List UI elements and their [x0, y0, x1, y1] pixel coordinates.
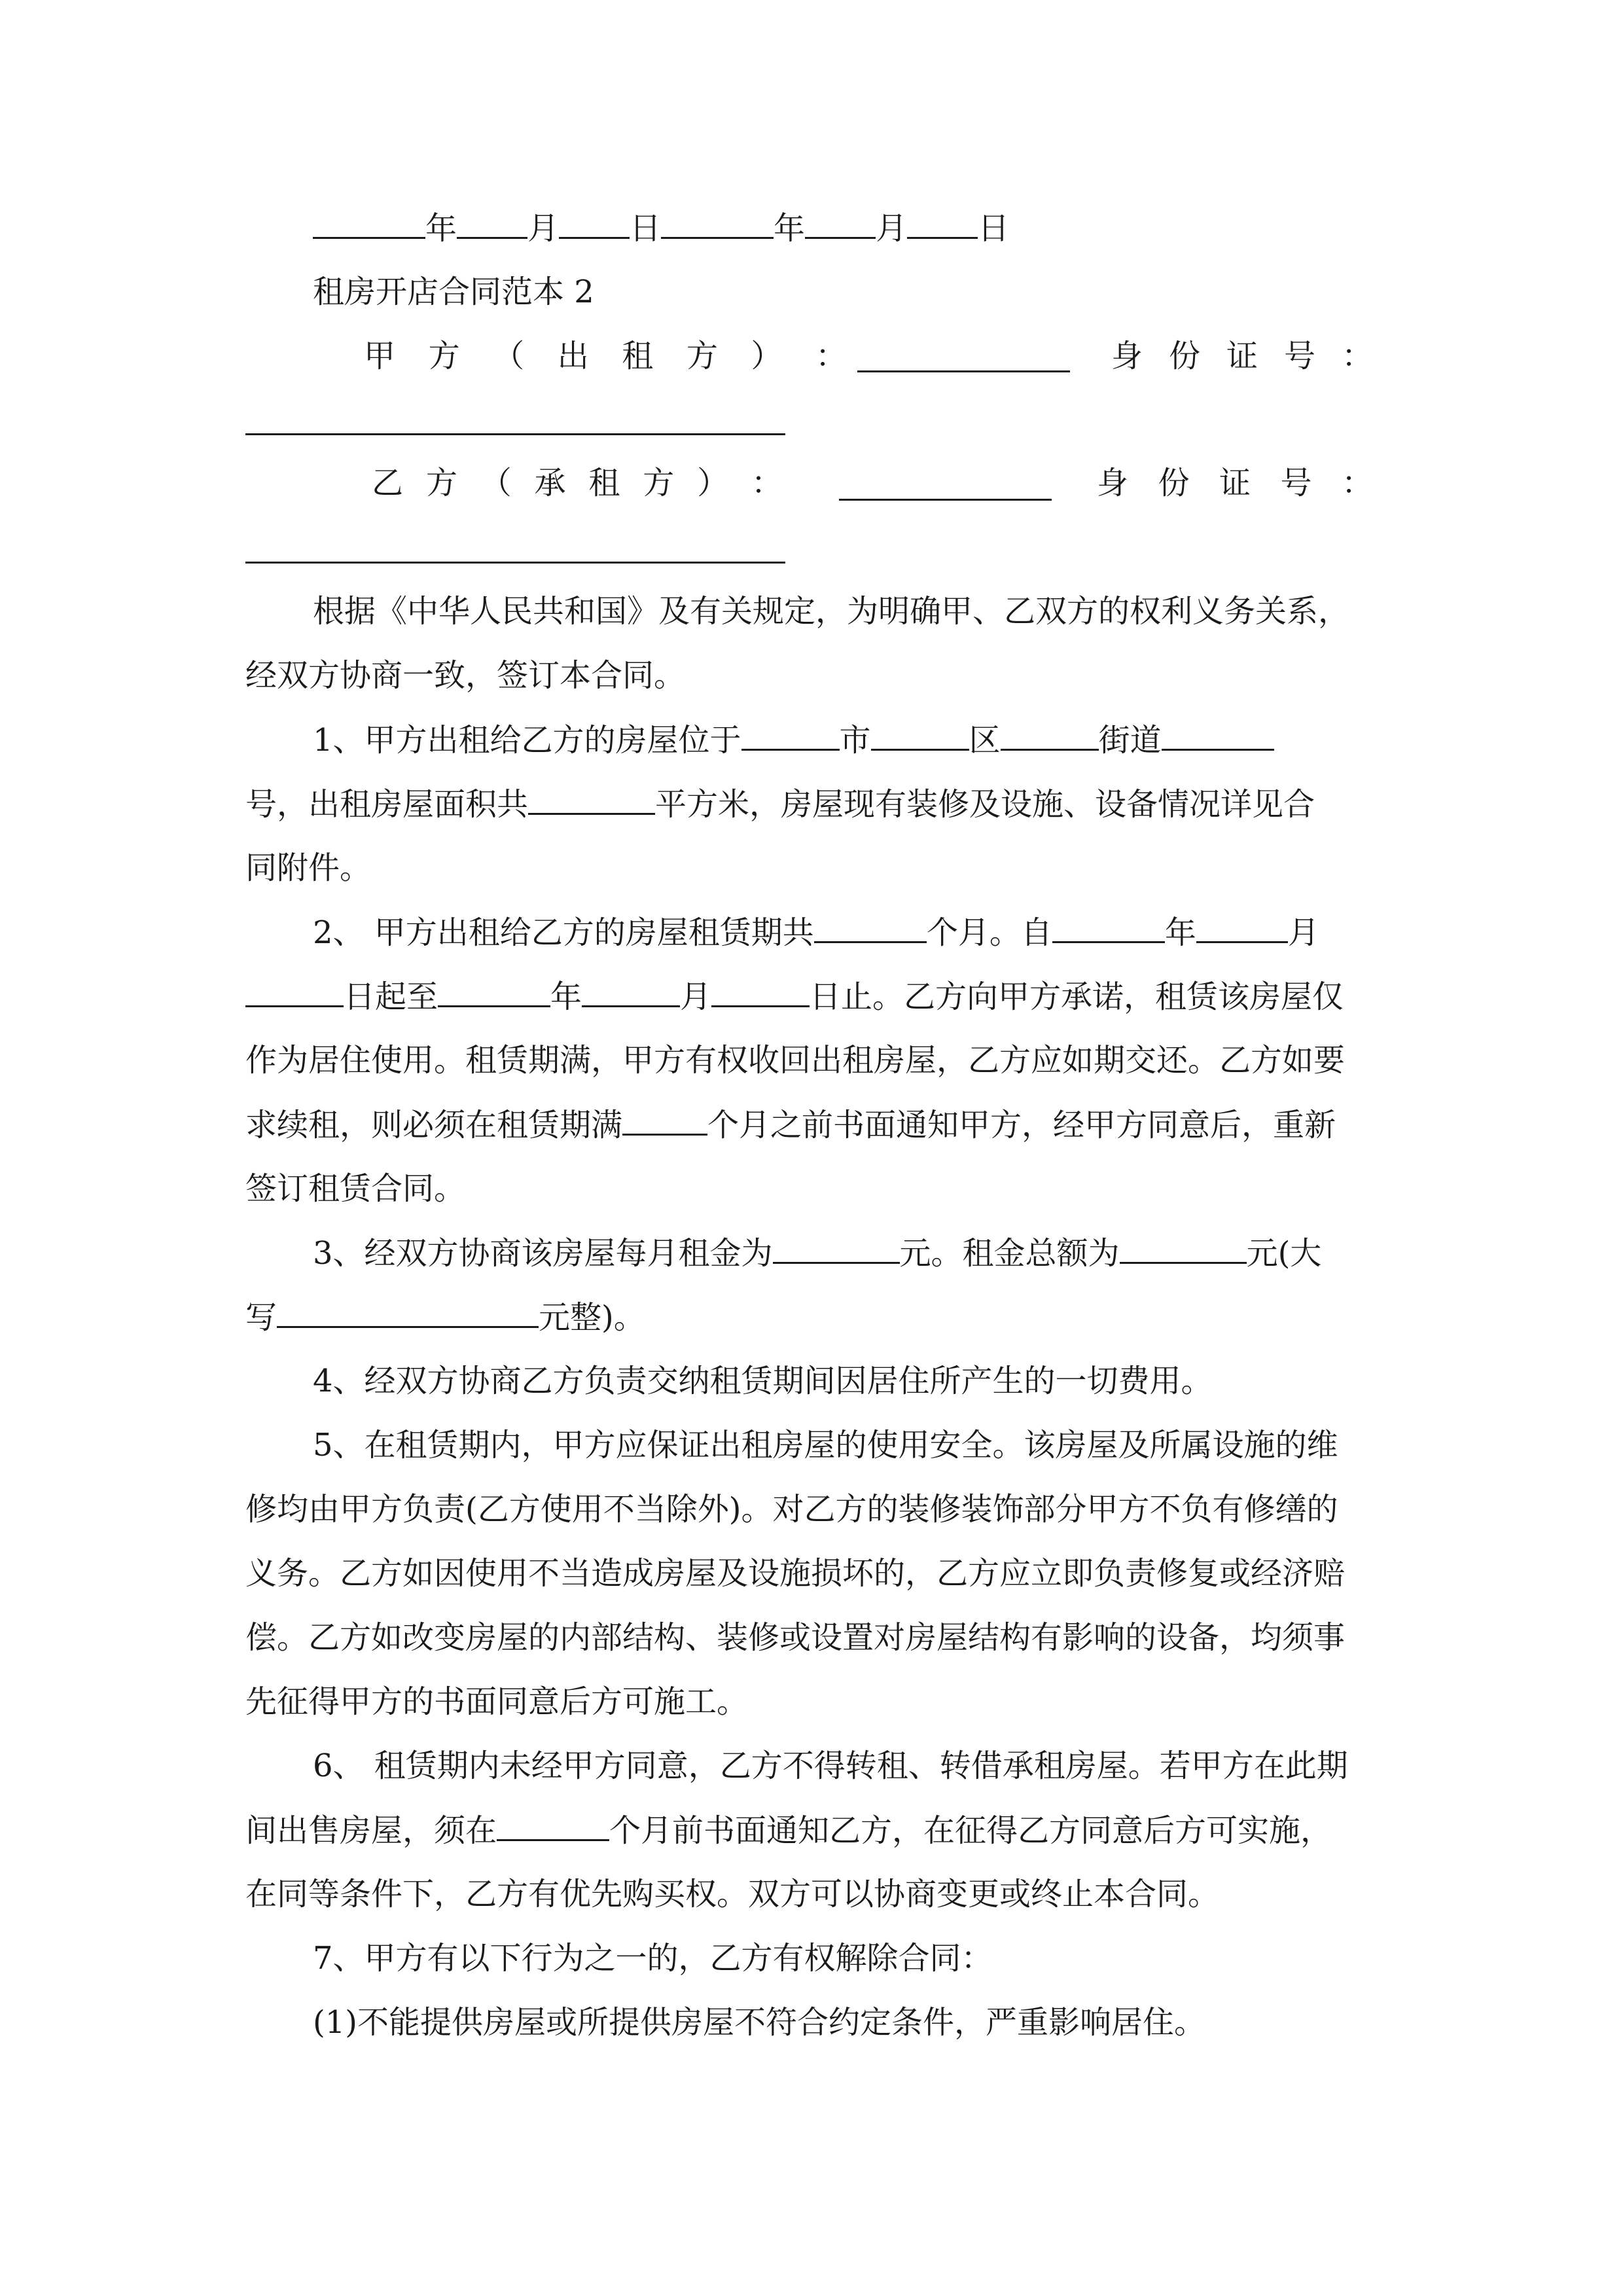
clause-4-line: 4、经双方协商乙方负责交纳租赁期间因居住所产生的一切费用。: [313, 1363, 1213, 1399]
blank[interactable]: [741, 720, 840, 751]
blank[interactable]: [661, 208, 774, 239]
clause-1-line: 同附件。: [245, 850, 372, 886]
clause-2-line: 日起至 年 月 日止。乙方向甲方承诺，租赁该房屋仅: [245, 977, 1344, 1016]
blank[interactable]: [907, 208, 978, 239]
blank[interactable]: [313, 208, 425, 239]
date-line: [313, 208, 1009, 248]
blank[interactable]: [457, 208, 527, 239]
date-year-label: 年: [774, 210, 806, 247]
clause-3-line: 写 元整)。: [245, 1297, 645, 1337]
clause-2-line: 作为居住使用。租赁期满，甲方有权收回出租房屋，乙方应如期交还。乙方如要: [245, 1042, 1346, 1079]
date-day-label: 日: [630, 210, 662, 247]
party-b-id-label: 身 份 证 号 ：: [1097, 465, 1373, 501]
clause-5-line: 偿。乙方如改变房屋的内部结构、装修或设置对房屋结构有影响的设备，均须事: [245, 1619, 1346, 1656]
clause-5-line: 5、在租赁期内，甲方应保证出租房屋的使用安全。该房屋及所属设施的维: [313, 1427, 1338, 1463]
clause-1-line: 1、甲方出租给乙方的房屋位于 市 区 街道: [313, 720, 1274, 760]
clause-5-line: 先征得甲方的书面同意后方可施工。: [245, 1683, 749, 1720]
party-a-id-label: 身 份 证 号 ：: [1111, 338, 1373, 374]
party-b-label: 乙 方 （ 承 租 方 ） ：: [372, 465, 783, 501]
clause-6-line: 6、 租赁期内未经甲方同意，乙方不得转租、转借承租房屋。若甲方在此期: [313, 1748, 1348, 1784]
clause-2-line: 签订租赁合同。: [245, 1170, 466, 1207]
contract-title: 租房开店合同范本 2: [313, 274, 594, 310]
blank[interactable]: [1162, 720, 1274, 751]
date-month-label: 月: [527, 210, 560, 247]
blank[interactable]: [1052, 912, 1165, 943]
blank[interactable]: [559, 208, 630, 239]
blank[interactable]: [1196, 912, 1288, 943]
blank[interactable]: [622, 1105, 707, 1136]
party-b-name-blank[interactable]: [839, 499, 1052, 501]
date-year-label: 年: [425, 210, 457, 247]
blank[interactable]: [805, 208, 876, 239]
party-a-id-blank[interactable]: [245, 433, 785, 435]
blank[interactable]: [438, 977, 550, 1007]
blank[interactable]: [528, 784, 655, 815]
blank[interactable]: [1001, 720, 1099, 751]
clause-2-line: 2、 甲方出租给乙方的房屋租赁期共 个月。自 年 月: [313, 912, 1319, 952]
clause-7-line: (1)不能提供房屋或所提供房屋不符合约定条件，严重影响居住。: [313, 2004, 1205, 2041]
party-b-id-blank[interactable]: [245, 562, 785, 564]
clause-6-line: 间出售房屋，须在 个月前书面通知乙方，在征得乙方同意后方可实施，: [245, 1810, 1332, 1850]
blank[interactable]: [582, 977, 680, 1007]
blank[interactable]: [245, 977, 344, 1007]
blank[interactable]: [1120, 1233, 1247, 1264]
date-day-label: 日: [978, 210, 1010, 247]
blank[interactable]: [814, 912, 927, 943]
date-month-label: 月: [876, 210, 908, 247]
clause-2-line: 求续租，则必须在租赁期满 个月之前书面通知甲方，经甲方同意后，重新: [245, 1105, 1336, 1145]
blank[interactable]: [277, 1297, 539, 1328]
clause-5-line: 义务。乙方如因使用不当造成房屋及设施损坏的，乙方应立即负责修复或经济赔: [245, 1555, 1346, 1592]
intro-line: 经双方协商一致，签订本合同。: [245, 657, 686, 694]
party-a-name-blank[interactable]: [857, 370, 1070, 372]
blank[interactable]: [871, 720, 969, 751]
intro-line: 根据《中华人民共和国》及有关规定，为明确甲、乙双方的权利义务关系，: [313, 593, 1350, 630]
clause-1-line: 号，出租房屋面积共 平方米，房屋现有装修及设施、设备情况详见合: [245, 784, 1315, 824]
blank[interactable]: [497, 1810, 609, 1841]
clause-3-line: 3、经双方协商该房屋每月租金为 元。租金总额为 元(大: [313, 1233, 1321, 1273]
clause-7-line: 7、甲方有以下行为之一的，乙方有权解除合同：: [313, 1940, 993, 1977]
clause-6-line: 在同等条件下，乙方有优先购买权。双方可以协商变更或终止本合同。: [245, 1876, 1220, 1912]
blank[interactable]: [773, 1233, 900, 1264]
clause-5-line: 修均由甲方负责(乙方使用不当除外)。对乙方的装修装饰部分甲方不负有修缮的: [245, 1491, 1338, 1528]
blank[interactable]: [711, 977, 810, 1007]
party-a-label: 甲 方 （ 出 租 方 ） ：: [364, 338, 847, 374]
